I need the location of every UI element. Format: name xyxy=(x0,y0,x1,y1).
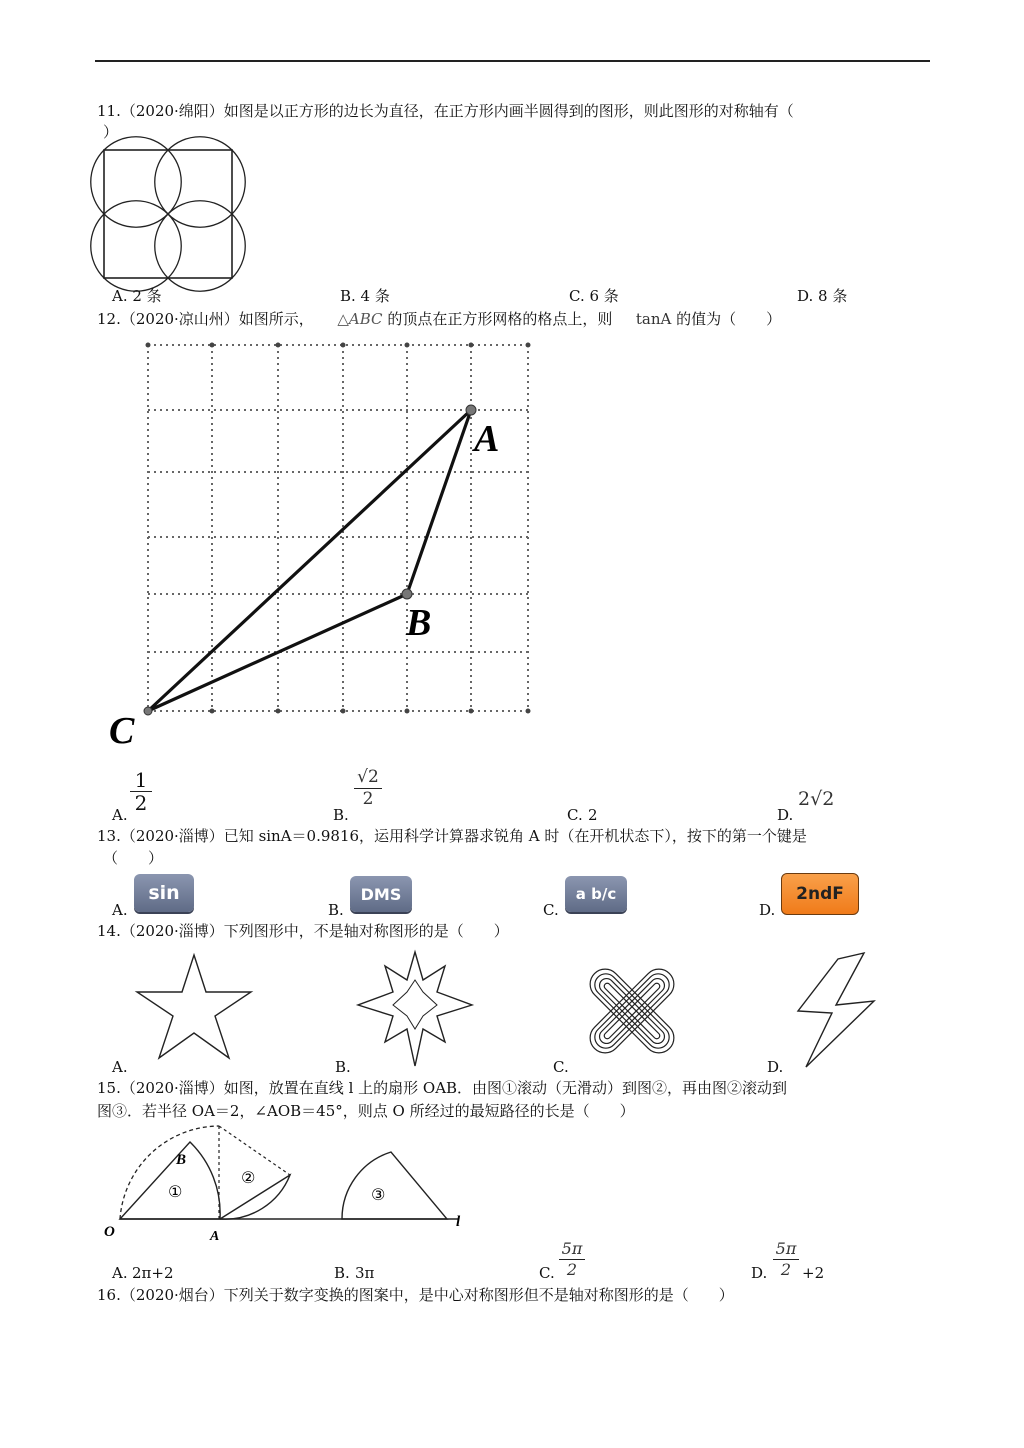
q12-option-b-fraction xyxy=(354,768,382,809)
q15-option-d-denominator: 2 xyxy=(780,1260,792,1279)
q14-option-a-letter: A. xyxy=(112,1058,128,1076)
q12-option-a-letter: A. xyxy=(112,806,128,824)
q11-square-figure xyxy=(103,149,233,279)
q15-option-d-numerator: 5π xyxy=(775,1239,797,1258)
q14-interlaced-figure xyxy=(577,958,687,1064)
q14-star-figure xyxy=(134,953,254,1061)
q14-option-b-letter: B. xyxy=(335,1058,351,1076)
q14-option-c-letter: C. xyxy=(553,1058,569,1076)
q15-label-l: l xyxy=(456,1214,461,1230)
q12-stem-prefix: 12.（2020·凉山州）如图所示， xyxy=(97,310,314,328)
q15-label-circle-1: ① xyxy=(168,1182,183,1201)
q14-eight-point-star-figure xyxy=(356,950,474,1070)
q15-option-d-letter: D. xyxy=(751,1264,768,1282)
q12-stem-mid: 的顶点在正方形网格的格点上，则 xyxy=(387,310,613,328)
q11-option-c: C. 6 条 xyxy=(569,287,619,305)
fraction-key-button: a b/c xyxy=(565,876,627,912)
q11-stem-cont: ） xyxy=(103,123,119,141)
q15-label-a: A xyxy=(210,1229,220,1244)
q11-option-d: D. 8 条 xyxy=(797,287,848,305)
q14-stem: 14.（2020·淄博）下列图形中，不是轴对称图形的是（ ） xyxy=(97,922,509,940)
q12-option-a-fraction xyxy=(130,770,152,813)
q12-option-b-denominator: 2 xyxy=(362,789,374,809)
q11-stem: 11.（2020·绵阳）如图是以正方形的边长为直径，在正方形内画半圆得到的图形，则此图形的对称轴有（ xyxy=(97,102,794,120)
q15-label-o: O xyxy=(104,1224,115,1240)
q12-option-a-denominator: 2 xyxy=(134,791,148,815)
q13-option-d-letter: D. xyxy=(759,901,776,919)
q15-option-c-denominator: 2 xyxy=(566,1260,578,1279)
q12-option-b-numerator: √2 xyxy=(357,767,379,787)
q13-option-b-letter: B. xyxy=(328,901,344,919)
header-rule xyxy=(95,60,930,62)
q15-option-d-suffix: +2 xyxy=(802,1264,825,1282)
q16-stem: 16.（2020·烟台）下列关于数字变换的图案中，是中心对称图形但不是轴对称图形的是（ ） xyxy=(97,1286,734,1304)
q15-sector-figure xyxy=(104,1122,474,1242)
q15-stem: 15.（2020·淄博）如图，放置在直线 l 上的扇形 OAB．由图①滚动（无滑动）到图②，再由图②滚动到 xyxy=(97,1079,788,1097)
q15-label-b: B xyxy=(176,1152,187,1168)
q15-option-c-numerator: 5π xyxy=(561,1239,583,1258)
q15-option-c-letter: C. xyxy=(539,1264,555,1282)
q15-option-b-value: 3π xyxy=(355,1264,375,1282)
q13-option-a-letter: A. xyxy=(112,901,128,919)
q15-option-a-value: 2π+2 xyxy=(132,1264,174,1282)
q12-option-d-letter: D. xyxy=(777,806,794,824)
q14-lightning-figure xyxy=(796,951,878,1069)
q15-option-c-fraction xyxy=(559,1240,585,1279)
q12-option-a-numerator: 1 xyxy=(134,768,148,792)
q12-label-c: C xyxy=(109,710,135,752)
q12-stem xyxy=(97,309,781,329)
q15-option-d-fraction xyxy=(773,1240,799,1279)
q15-option-b-letter: B. xyxy=(334,1264,350,1282)
q13-stem: 13.（2020·淄博）已知 sinA＝0.9816，运用科学计算器求锐角 A 时（在开机状态下），按下的第一个键是 xyxy=(97,827,807,845)
q12-option-c-value: 2 xyxy=(588,806,598,824)
q12-stem-suffix: 的值为（ ） xyxy=(676,310,782,328)
q12-option-c-letter: C. xyxy=(567,806,583,824)
q13-option-c-letter: C. xyxy=(543,901,559,919)
dms-key-button: DMS xyxy=(350,876,412,912)
q11-option-a: A. 2 条 xyxy=(112,287,162,305)
q12-label-a: A xyxy=(474,418,500,460)
q12-option-d-value: 2√2 xyxy=(798,788,835,810)
2ndf-key-button: 2ndF xyxy=(781,873,859,915)
sin-key-button: sin xyxy=(134,874,194,912)
q12-option-b-letter: B. xyxy=(333,806,349,824)
q15-option-a-letter: A. xyxy=(112,1264,128,1282)
q15-stem-cont: 图③．若半径 OA＝2，∠AOB＝45°，则点 O 所经过的最短路径的长是（ ） xyxy=(97,1102,635,1120)
q15-label-circle-2: ② xyxy=(241,1168,256,1187)
q13-stem-cont: （ ） xyxy=(103,849,164,867)
q15-label-circle-3: ③ xyxy=(371,1185,386,1204)
q12-grid-figure xyxy=(105,335,545,755)
q11-option-b: B. 4 条 xyxy=(340,287,390,305)
q14-option-d-letter: D. xyxy=(767,1058,784,1076)
q12-tan-symbol: tanA xyxy=(635,310,672,328)
q12-triangle-symbol: △ABC xyxy=(337,310,383,328)
q12-label-b: B xyxy=(406,602,432,644)
